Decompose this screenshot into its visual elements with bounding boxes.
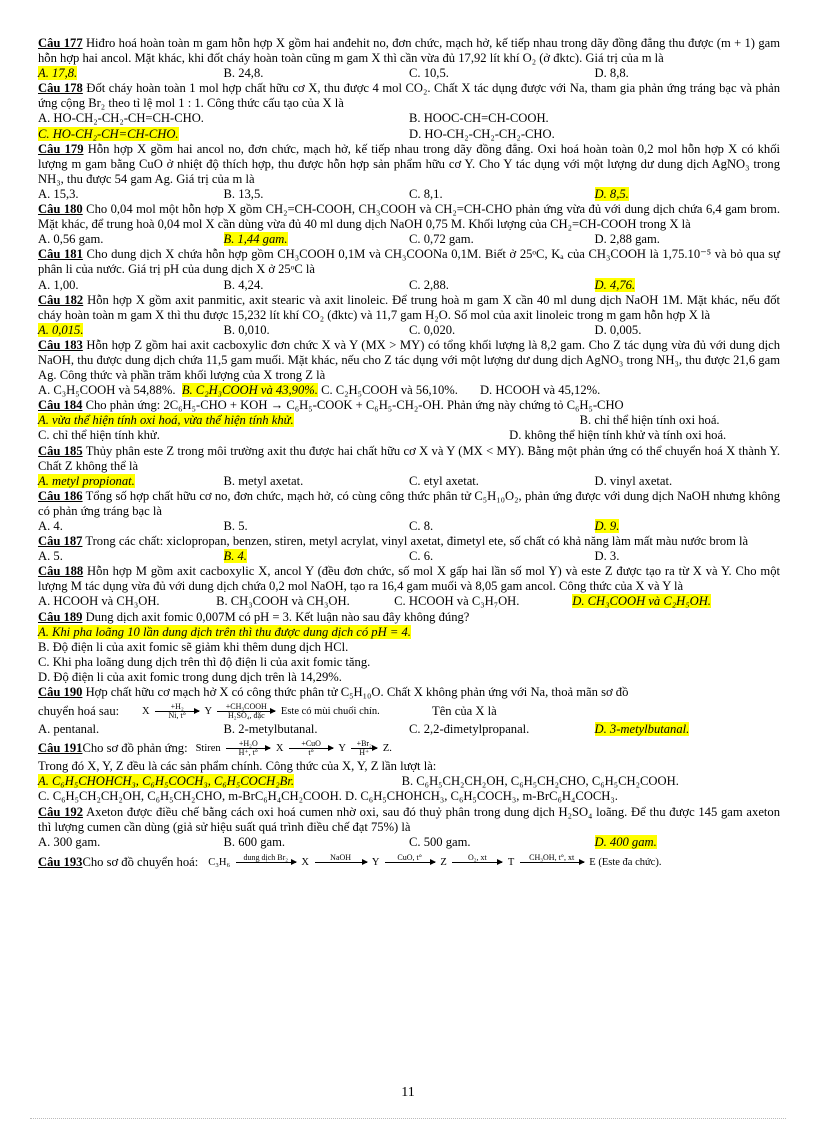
scheme-species: Y — [371, 857, 380, 869]
question-177 — [38, 36, 780, 81]
question-label: Câu 186 — [38, 488, 83, 503]
option: A. 15,3. — [38, 186, 79, 201]
option: B. 600 gam. — [223, 834, 286, 849]
scheme-species: E (Este đa chức). — [589, 857, 662, 869]
option: C. Khi pha loãng dung dịch trên thì độ điện li của axit fomic tăng. — [38, 654, 371, 669]
option: D. 3. — [594, 549, 620, 564]
reaction-arrow: CuO, t° — [385, 854, 435, 871]
question-188 — [38, 564, 780, 609]
question-193 — [38, 850, 780, 876]
option: C. 500 gam. — [409, 834, 471, 849]
question-178 — [38, 81, 780, 141]
option: B. metyl axetat. — [223, 473, 304, 488]
scheme-species: Y — [204, 705, 212, 717]
scheme-species: T — [507, 857, 515, 869]
question-label: Câu 180 — [38, 202, 83, 217]
option: C. etyl axetat. — [409, 473, 479, 488]
question-label: Câu 184 — [38, 398, 83, 413]
question-stem: Axeton được điều chế bằng cách oxi hoá cumen nhờ oxi, sau đó thuỷ phân trong dung dịch H₂SO₄ loãng. Để thu được 145 gam axeton thì lượng cumen cần dùng (giả sử hiệu suất quá trình điều chế đạt 75%) là — [38, 804, 780, 834]
question-stem: Hiđro hoá hoàn toàn m gam hỗn hợp X gồm hai anđehit no, đơn chức, mạch hở, kế tiếp nhau trong dãy đồng đẳng thu được (m + 1) gam hỗn hợp hai ancol. Mặt khác, khi đốt cháy hoàn toàn cũng m gam X thì cần vừa đủ 17,92 lít khí O₂ (ở đktc). Giá trị của m là — [38, 36, 781, 66]
scheme-species: Stiren — [195, 742, 221, 754]
question-stem: Hỗn hợp Z gồm hai axit cacboxylic đơn chức X và Y (MX > MY) có tổng khối lượng là 8,2 gam. Cho Z tác dụng vừa đủ với dung dịch NaOH, thu được dung dịch chứa 11,5 gam muối. Mặt khác, nếu cho Z tác dụng với một lượng dư dung dịch AgNO₃ trong NH₃, thu được 21,6 gam Ag. Công thức và phần trăm khối lượng của X trong Z là — [38, 337, 780, 383]
question-label: Câu 193 — [38, 855, 83, 870]
answer-option: D. CH₃COOH và C₂H₅OH. — [572, 594, 711, 609]
option: B. 2-metylbutanal. — [223, 722, 318, 737]
option: D. 0,005. — [594, 322, 642, 337]
question-stem: Cho sơ đồ chuyển hoá: — [82, 855, 199, 870]
option: B. 5. — [223, 519, 248, 533]
question-label: Câu 179 — [38, 141, 84, 156]
reaction-arrow: +CH₃COOH H₂SO₄, đặc — [217, 703, 275, 720]
option: A. HO-CH₂-CH₂-CH=CH-CHO. — [38, 111, 204, 126]
question-stem: Hợp chất hữu cơ mạch hở X có công thức phân tử C₅H₁₀O. Chất X không phản ứng với Na, thoả mãn sơ đồ — [82, 685, 629, 700]
option: B. HOOC-CH=CH-COOH. — [409, 111, 549, 126]
question-stem: Hỗn hợp X gồm hai ancol no, đơn chức, mạch hở, kế tiếp nhau trong dãy đồng đẳng. Oxi hoá hoàn toàn 0,2 mol hỗn hợp X có khối lượng m gam bằng CuO ở nhiệt độ thích hợp, thu được hỗn hợp sản phẩm hữu cơ Y. Cho Y tác dụng với một lượng dư dung dịch AgNO₃ trong NH₃, thu được 54 gam Ag. Giá trị của m là — [38, 141, 780, 186]
option: A. 0,56 gam. — [38, 232, 104, 247]
question-label: Câu 177 — [38, 36, 83, 50]
option: C. 0,72 gam. — [409, 232, 474, 247]
question-stem: Tổng số hợp chất hữu cơ no, đơn chức, mạch hở, có cùng công thức phân tử C₅H₁₀O₂, phản ứng được với dung dịch NaOH nhưng không có phản ứng tráng bạc là — [38, 488, 781, 518]
question-label: Câu 192 — [38, 804, 84, 819]
question-label: Câu 178 — [38, 81, 83, 96]
option: A. C₃H₅COOH và 54,88%. — [38, 383, 176, 398]
option: D. 8,8. — [594, 66, 629, 81]
question-185 — [38, 444, 780, 489]
question-label: Câu 191 — [38, 740, 83, 755]
option: A. 1,00. — [38, 277, 79, 292]
option: B. C₆H₅CH₂CH₂OH, C₆H₅CH₂CHO, C₆H₅CH₂COOH. — [401, 774, 679, 789]
option: A. 4. — [38, 519, 63, 533]
question-stem: Trong các chất: xiclopropan, benzen, stiren, metyl acrylat, vinyl axetat, đimetyl ete, số chất có khả năng làm mất màu nước brom là — [82, 534, 749, 549]
reaction-arrow: NaOH — [315, 854, 367, 871]
option: B. chỉ thể hiện tính oxi hoá. — [579, 413, 720, 428]
question-182 — [38, 293, 780, 338]
question-label: Câu 183 — [38, 337, 83, 352]
answer-option: B. C₂H₃COOH và 43,90%. — [181, 383, 318, 398]
option: D. vinyl axetat. — [594, 473, 673, 488]
question-stem: Cho phản ứng: 2C₆H₅-CHO + KOH → C₆H₅-COOK + C₆H₅-CH₂-OH. Phản ứng này chứng tỏ C₆H₅-CHO — [82, 398, 624, 413]
scheme-species: X — [275, 742, 284, 754]
question-179 — [38, 142, 780, 202]
question-label: Câu 181 — [38, 247, 83, 262]
option: B. 13,5. — [223, 186, 264, 201]
question-extra: Trong đó X, Y, Z đều là các sản phẩm chính. Công thức của X, Y, Z lần lượt là: — [38, 759, 437, 774]
option: A. 300 gam. — [38, 834, 101, 849]
answer-option: A. vừa thể hiện tính oxi hoá, vừa thể hiện tính khử. — [38, 413, 294, 428]
question-label: Câu 189 — [38, 609, 83, 624]
question-label: Câu 190 — [38, 685, 83, 700]
answer-option: D. 4,76. — [594, 277, 636, 292]
option: B. 24,8. — [223, 66, 264, 81]
question-183 — [38, 338, 780, 398]
question-191 — [38, 737, 780, 804]
option: C. 2,88. — [409, 277, 449, 292]
option: C. C₂H₅COOH và 56,10%. — [321, 383, 458, 398]
question-stem: Cho 0,04 mol một hỗn hợp X gồm CH₂=CH-COOH, CH₃COOH và CH₂=CH-CHO phản ứng vừa đủ với dung dịch chứa 6,4 gam brom. Mặt khác, để trung hoà 0,04 mol X cần dùng vừa đủ 40 ml dung dịch NaOH 0,75 M. Khối lượng của CH₂=CH-COOH trong X là — [38, 202, 780, 232]
scheme-species: X — [142, 705, 150, 717]
question-stem: Hỗn hợp M gồm axit cacboxylic X, ancol Y (đều đơn chức, số mol X gấp hai lần số mol Y) và este Z được tạo ra từ X và Y. Cho một lượng M tác dụng vừa đủ với dung dịch chứa 0,2 mol NaOH, tạo ra 16,4 gam muối và 8,05 gam ancol. Công thức của X và Y là — [38, 564, 780, 594]
reaction-arrow: CH₃OH, t°, xt — [520, 854, 584, 871]
question-stem: Cho dung dịch X chứa hỗn hợp gồm CH₃COOH 0,1M và CH₃COONa 0,1M. Biết ở 25ᵒC, Kₐ của CH₃COOH là 1,75.10⁻⁵ và bỏ qua sự phân li của nước. Giá trị pH của dung dịch X ở 25ᵒC là — [38, 247, 780, 277]
option: C. 8,1. — [409, 186, 443, 201]
option: C. 0,020. — [409, 322, 456, 337]
question-190 — [38, 685, 780, 737]
option: A. pentanal. — [38, 722, 100, 737]
answer-option: A. 0,015. — [38, 322, 84, 337]
question-186 — [38, 489, 780, 534]
answer-option: D. 3-metylbutanal. — [594, 722, 690, 737]
reaction-arrow: $\frac{\text{+Br₂}}{H^+}$ — [351, 740, 377, 757]
answer-option: B. 1,44 gam. — [223, 232, 288, 247]
option: A. HCOOH và CH₃OH. — [38, 594, 160, 609]
scheme-species: Y — [338, 742, 346, 754]
option: D. Độ điện li của axit fomic trong dung dịch trên là 14,29%. — [38, 669, 342, 684]
option: C. 8. — [409, 519, 434, 533]
question-stem: Dung dịch axit fomic 0,007M có pH = 3. Kết luận nào sau đây không đúng? — [82, 609, 470, 624]
scheme-species: Z. — [382, 742, 392, 754]
option: D. C₆H₅CHOHCH₃, C₆H₅COCH₃, m-BrC₆H₄COCH₃. — [345, 789, 618, 804]
reaction-arrow: O₂, xt — [452, 854, 502, 871]
option: B. 0,010. — [223, 322, 270, 337]
question-stem: Cho sơ đồ phản ứng: — [82, 740, 188, 755]
option: B. CH₃COOH và CH₃OH. — [216, 594, 350, 609]
reaction-arrow: +CuO t° — [289, 740, 333, 757]
page-bottom-rule — [30, 1118, 786, 1119]
answer-option: C. HO-CH₂-CH=CH-CHO. — [38, 126, 179, 141]
question-181 — [38, 247, 780, 292]
scheme-species: Z — [440, 857, 447, 869]
option: C. 2,2-đimetylpropanal. — [409, 722, 530, 737]
reaction-arrow: dung dịch Br₂ — [236, 854, 296, 871]
answer-option: D. 8,5. — [594, 186, 629, 201]
answer-option: D. 400 gam. — [594, 834, 657, 849]
question-label: Câu 188 — [38, 564, 84, 579]
scheme-species: Este có mùi chuối chín. — [280, 705, 380, 717]
question-label: Câu 187 — [38, 534, 83, 549]
answer-option: D. 9. — [594, 519, 620, 533]
question-stem: Đốt cháy hoàn toàn 1 mol hợp chất hữu cơ X, thu được 4 mol CO₂. Chất X tác dụng được với Na, tham gia phản ứng tráng bạc và phản ứng cộng Br₂ theo tỉ lệ mol 1 : 1. Công thức cấu tạo của X là — [38, 81, 781, 111]
scheme-tail: Tên của X là — [432, 703, 497, 718]
reaction-arrow: $\frac{\text{+H₂}}{Ni, t^\circ}$ — [155, 703, 199, 720]
option: C. chỉ thể hiện tính khử. — [38, 428, 160, 443]
option: C. HCOOH và C₃H₇OH. — [394, 594, 520, 609]
option: D. không thể hiện tính khử và tính oxi hoá. — [509, 428, 727, 443]
scheme-prefix: chuyển hoá sau: — [38, 703, 120, 718]
option: A. 5. — [38, 549, 63, 564]
reaction-scheme — [142, 703, 432, 720]
question-187 — [38, 534, 780, 564]
answer-option: A. metyl propionat. — [38, 473, 135, 488]
option: C. C₆H₅CH₂CH₂OH, C₆H₅CH₂CHO, m-BrC₆H₄CH₂COOH. — [38, 789, 342, 804]
page-number: 11 — [401, 1085, 415, 1100]
question-189 — [38, 610, 780, 685]
answer-option: A. C₆H₅CHOHCH₃, C₆H₅COCH₃, C₆H₅COCH₂Br. — [38, 774, 294, 789]
scheme-species: C₃H₆ — [208, 857, 231, 869]
option: D. HCOOH và 45,12%. — [479, 383, 601, 398]
question-184 — [38, 398, 780, 443]
question-180 — [38, 202, 780, 247]
option: B. Độ điện li của axit fomic sẽ giảm khi thêm dung dịch HCl. — [38, 639, 349, 654]
option: D. 2,88 gam. — [594, 232, 660, 247]
reaction-arrow: $\frac{\text{+H₂O}}{H^+, t^\circ}$ — [226, 740, 270, 757]
option: C. 6. — [409, 549, 434, 564]
question-stem: Hỗn hợp X gồm axit panmitic, axit stearic và axit linoleic. Để trung hoà m gam X cần 40 ml dung dịch NaOH 1M. Mặt khác, nếu đốt cháy hoàn toàn m gam X thì thu được 15,232 lít khí CO₂ (đktc) và 11,7 gam H₂O. Số mol của axit linoleic trong m gam hỗn hợp X là — [38, 292, 780, 322]
scheme-species: X — [301, 857, 309, 869]
option: C. 10,5. — [409, 66, 449, 81]
question-stem: Thủy phân este Z trong môi trường axit thu được hai chất hữu cơ X và Y (MX < MY). Bằng một phản ứng có thể chuyển hoá X thành Y. Chất Z không thể là — [38, 443, 780, 473]
reaction-scheme — [208, 854, 661, 871]
question-label: Câu 182 — [38, 292, 84, 307]
question-label: Câu 185 — [38, 443, 83, 458]
exam-page — [38, 36, 780, 876]
option: B. 4,24. — [223, 277, 264, 292]
answer-option: A. Khi pha loãng 10 lần dung dịch trên thì thu được dung dịch có pH = 4. — [38, 624, 411, 639]
option: D. HO-CH₂-CH₂-CH₂-CHO. — [409, 126, 555, 141]
options — [38, 66, 780, 81]
answer-option: A. 17,8. — [38, 66, 78, 81]
answer-option: B. 4. — [223, 549, 247, 564]
question-192 — [38, 805, 780, 850]
reaction-scheme — [196, 740, 392, 757]
